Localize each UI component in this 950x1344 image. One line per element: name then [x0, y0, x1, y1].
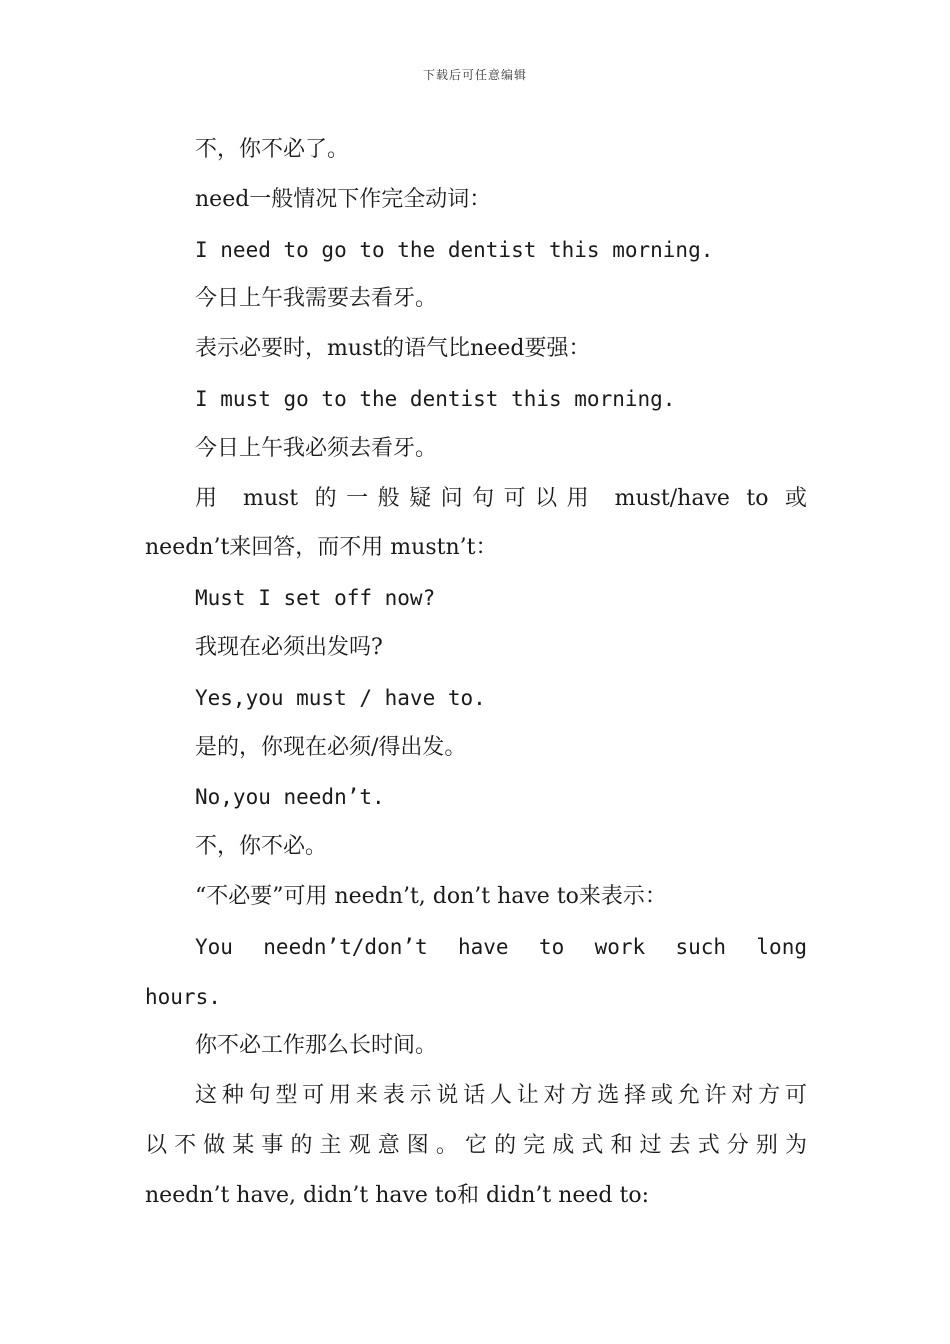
text-line: “不必要”可用 needn’t, don’t have to来表示：: [195, 883, 667, 909]
document-body: [145, 128, 807, 1224]
text-line: 今日上午我需要去看牙。: [195, 286, 438, 312]
text-line: 这种句型可用来表示说话人让对方选择或允许对方可: [195, 1083, 807, 1109]
text-line: needn’t have, didn’t have to和 didn’t need to:: [145, 1182, 649, 1208]
text-line: 表示必要时，must的语气比need要强：: [195, 336, 591, 362]
text-line: I must go to the dentist this morning.: [195, 386, 676, 411]
text-line: 不，你不必。: [195, 834, 328, 860]
text-line: 你不必工作那么长时间。: [195, 1033, 438, 1059]
text-line: Yes,you must / have to.: [195, 685, 486, 710]
text-line: 以不做某事的主观意图。它的完成式和过去式分别为: [145, 1132, 807, 1158]
text-line: 用 must 的一般疑问句可以用 must/have to 或: [195, 485, 807, 511]
text-line: 我现在必须出发吗?: [195, 634, 383, 660]
text-line: 今日上午我必须去看牙。: [195, 435, 438, 461]
text-line: You needn’t/don’t have to work such long: [195, 934, 807, 959]
page-header-note: 下载后可任意编辑: [422, 68, 527, 82]
text-line: No,you needn’t.: [195, 785, 385, 810]
text-line: need一般情况下作完全动词：: [195, 186, 492, 212]
text-line: 不，你不必了。: [195, 137, 350, 162]
text-line: 是的，你现在必须/得出发。: [195, 734, 467, 760]
text-line: needn’t来回答，而不用 mustn’t：: [145, 535, 498, 561]
text-line: Must I set off now?: [195, 586, 436, 611]
text-line: hours.: [145, 984, 221, 1009]
text-line: I need to go to the dentist this morning.: [195, 237, 714, 262]
